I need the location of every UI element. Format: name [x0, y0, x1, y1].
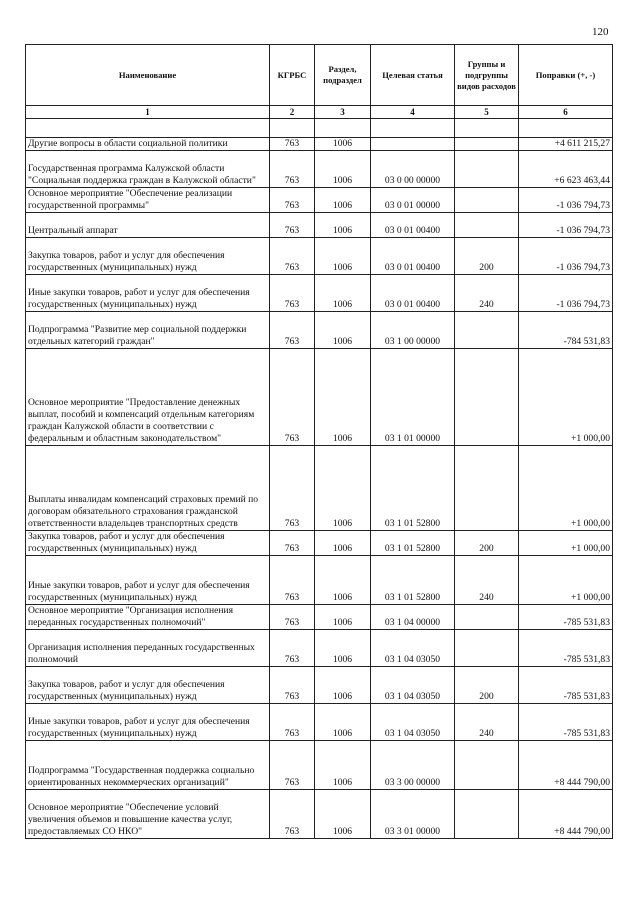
row-kgrbs: 763	[270, 741, 315, 790]
row-target-article: 03 1 01 52800	[371, 556, 455, 605]
row-amendment: -784 531,83	[519, 312, 613, 349]
table-row	[26, 151, 613, 188]
table-row	[26, 630, 613, 667]
row-kgrbs: 763	[270, 312, 315, 349]
row-target-article: 03 1 04 03050	[371, 704, 455, 741]
row-amendment: -1 036 794,73	[519, 238, 613, 275]
row-name: Иные закупки товаров, работ и услуг для обеспечения государственных (муниципальных) нужд	[26, 704, 270, 741]
row-amendment: +1 000,00	[519, 556, 613, 605]
row-section: 1006	[315, 275, 371, 312]
row-name: Организация исполнения переданных государственных полномочий	[26, 630, 270, 667]
row-target-article: 03 0 01 00400	[371, 213, 455, 238]
table-row	[26, 667, 613, 704]
row-amendment: -1 036 794,73	[519, 188, 613, 213]
row-kgrbs: 763	[270, 138, 315, 151]
row-kgrbs: 763	[270, 531, 315, 556]
table-row	[26, 605, 613, 630]
row-section: 1006	[315, 556, 371, 605]
row-amendment: -785 531,83	[519, 667, 613, 704]
table-row	[26, 275, 613, 312]
row-section: 1006	[315, 151, 371, 188]
row-section: 1006	[315, 213, 371, 238]
table-row	[26, 704, 613, 741]
row-name: Основное мероприятие "Предоставление денежных выплат, пособий и компенсаций отдельным категориям граждан Калужской области в соответствии с федеральным и областным законодательством"	[26, 349, 270, 446]
row-amendment: -785 531,83	[519, 605, 613, 630]
row-expense-group: 200	[455, 531, 519, 556]
row-name: Иные закупки товаров, работ и услуг для обеспечения государственных (муниципальных) нужд	[26, 275, 270, 312]
row-name: Подпрограмма "Развитие мер социальной поддержки отдельных категорий граждан"	[26, 312, 270, 349]
column-number: 1	[26, 106, 270, 119]
row-target-article: 03 0 01 00000	[371, 188, 455, 213]
row-target-article: 03 0 00 00000	[371, 151, 455, 188]
table-row	[26, 349, 613, 446]
row-amendment: -1 036 794,73	[519, 275, 613, 312]
row-amendment: +6 623 463,44	[519, 151, 613, 188]
row-section: 1006	[315, 667, 371, 704]
row-kgrbs: 763	[270, 213, 315, 238]
column-number: 2	[270, 106, 315, 119]
row-expense-group: 200	[455, 667, 519, 704]
row-target-article: 03 1 01 52800	[371, 446, 455, 531]
row-target-article: 03 1 01 52800	[371, 531, 455, 556]
table-row	[26, 138, 613, 151]
row-target-article: 03 3 01 00000	[371, 790, 455, 839]
row-name: Выплаты инвалидам компенсаций страховых премий по договорам обязательного страхования гражданской ответственности владельцев транспортных средств	[26, 446, 270, 531]
row-kgrbs: 763	[270, 238, 315, 275]
row-kgrbs: 763	[270, 446, 315, 531]
row-kgrbs: 763	[270, 188, 315, 213]
row-name: Иные закупки товаров, работ и услуг для обеспечения государственных (муниципальных) нужд	[26, 556, 270, 605]
row-name: Другие вопросы в области социальной политики	[26, 138, 270, 151]
row-amendment: -785 531,83	[519, 704, 613, 741]
row-section: 1006	[315, 238, 371, 275]
row-name: Подпрограмма "Государственная поддержка социально ориентированных некоммерческих организаций"	[26, 741, 270, 790]
row-name: Закупка товаров, работ и услуг для обеспечения государственных (муниципальных) нужд	[26, 238, 270, 275]
row-expense-group: 200	[455, 238, 519, 275]
table-row	[26, 531, 613, 556]
row-expense-group	[455, 349, 519, 446]
row-target-article: 03 0 01 00400	[371, 238, 455, 275]
column-number: 5	[455, 106, 519, 119]
row-expense-group	[455, 312, 519, 349]
row-target-article: 03 1 01 00000	[371, 349, 455, 446]
row-expense-group	[455, 446, 519, 531]
row-expense-group	[455, 605, 519, 630]
row-name: Центральный аппарат	[26, 213, 270, 238]
row-target-article: 03 3 00 00000	[371, 741, 455, 790]
row-expense-group	[455, 630, 519, 667]
row-name: Закупка товаров, работ и услуг для обеспечения государственных (муниципальных) нужд	[26, 667, 270, 704]
row-section: 1006	[315, 790, 371, 839]
table-row	[26, 213, 613, 238]
row-kgrbs: 763	[270, 275, 315, 312]
row-name: Закупка товаров, работ и услуг для обеспечения государственных (муниципальных) нужд	[26, 531, 270, 556]
row-section: 1006	[315, 630, 371, 667]
column-number: 4	[371, 106, 455, 119]
column-number: 6	[519, 106, 613, 119]
budget-amendments-table	[25, 44, 613, 839]
table-row	[26, 312, 613, 349]
row-expense-group	[455, 741, 519, 790]
row-kgrbs: 763	[270, 349, 315, 446]
table-row	[26, 741, 613, 790]
row-expense-group	[455, 151, 519, 188]
row-section: 1006	[315, 704, 371, 741]
row-name: Основное мероприятие "Организация исполнения переданных государственных полномочий"	[26, 605, 270, 630]
row-amendment: +1 000,00	[519, 531, 613, 556]
row-kgrbs: 763	[270, 630, 315, 667]
row-section: 1006	[315, 312, 371, 349]
row-amendment: +1 000,00	[519, 349, 613, 446]
row-expense-group: 240	[455, 704, 519, 741]
row-section: 1006	[315, 605, 371, 630]
header-amendments: Поправки (+, -)	[519, 45, 613, 106]
row-kgrbs: 763	[270, 704, 315, 741]
table-row	[26, 790, 613, 839]
row-expense-group	[455, 213, 519, 238]
row-expense-group: 240	[455, 556, 519, 605]
header-section: Раздел, подраздел	[315, 45, 371, 106]
table-row	[26, 188, 613, 213]
table-row	[26, 238, 613, 275]
row-target-article: 03 1 04 00000	[371, 605, 455, 630]
row-section: 1006	[315, 188, 371, 213]
header-kgrbs: КГРБС	[270, 45, 315, 106]
column-number: 3	[315, 106, 371, 119]
row-target-article: 03 1 04 03050	[371, 667, 455, 704]
row-name: Основное мероприятие "Обеспечение реализации государственной программы"	[26, 188, 270, 213]
spacer-row	[26, 119, 613, 138]
row-section: 1006	[315, 531, 371, 556]
row-target-article: 03 1 04 03050	[371, 630, 455, 667]
row-section: 1006	[315, 349, 371, 446]
row-section: 1006	[315, 741, 371, 790]
header-name: Наименование	[26, 45, 270, 106]
row-expense-group	[455, 138, 519, 151]
column-number-row	[26, 106, 613, 119]
page-number: 120	[592, 26, 609, 38]
header-row	[26, 45, 613, 106]
row-kgrbs: 763	[270, 151, 315, 188]
row-section: 1006	[315, 446, 371, 531]
row-target-article: 03 1 00 00000	[371, 312, 455, 349]
row-target-article	[371, 138, 455, 151]
row-name: Государственная программа Калужской области "Социальная поддержка граждан в Калужской области"	[26, 151, 270, 188]
row-name: Основное мероприятие "Обеспечение условий увеличения объемов и повышение качества услуг, предоставляемых СО НКО"	[26, 790, 270, 839]
table-row	[26, 446, 613, 531]
table-row	[26, 556, 613, 605]
row-kgrbs: 763	[270, 790, 315, 839]
row-expense-group: 240	[455, 275, 519, 312]
row-kgrbs: 763	[270, 605, 315, 630]
row-section: 1006	[315, 138, 371, 151]
header-target-article: Целевая статья	[371, 45, 455, 106]
row-expense-group	[455, 790, 519, 839]
row-amendment: -785 531,83	[519, 630, 613, 667]
row-amendment: +8 444 790,00	[519, 790, 613, 839]
row-amendment: +1 000,00	[519, 446, 613, 531]
row-amendment: +4 611 215,27	[519, 138, 613, 151]
row-target-article: 03 0 01 00400	[371, 275, 455, 312]
row-kgrbs: 763	[270, 667, 315, 704]
row-amendment: +8 444 790,00	[519, 741, 613, 790]
header-expense-group: Группы и подгруппы видов расходов	[455, 45, 519, 106]
row-amendment: -1 036 794,73	[519, 213, 613, 238]
row-expense-group	[455, 188, 519, 213]
row-kgrbs: 763	[270, 556, 315, 605]
